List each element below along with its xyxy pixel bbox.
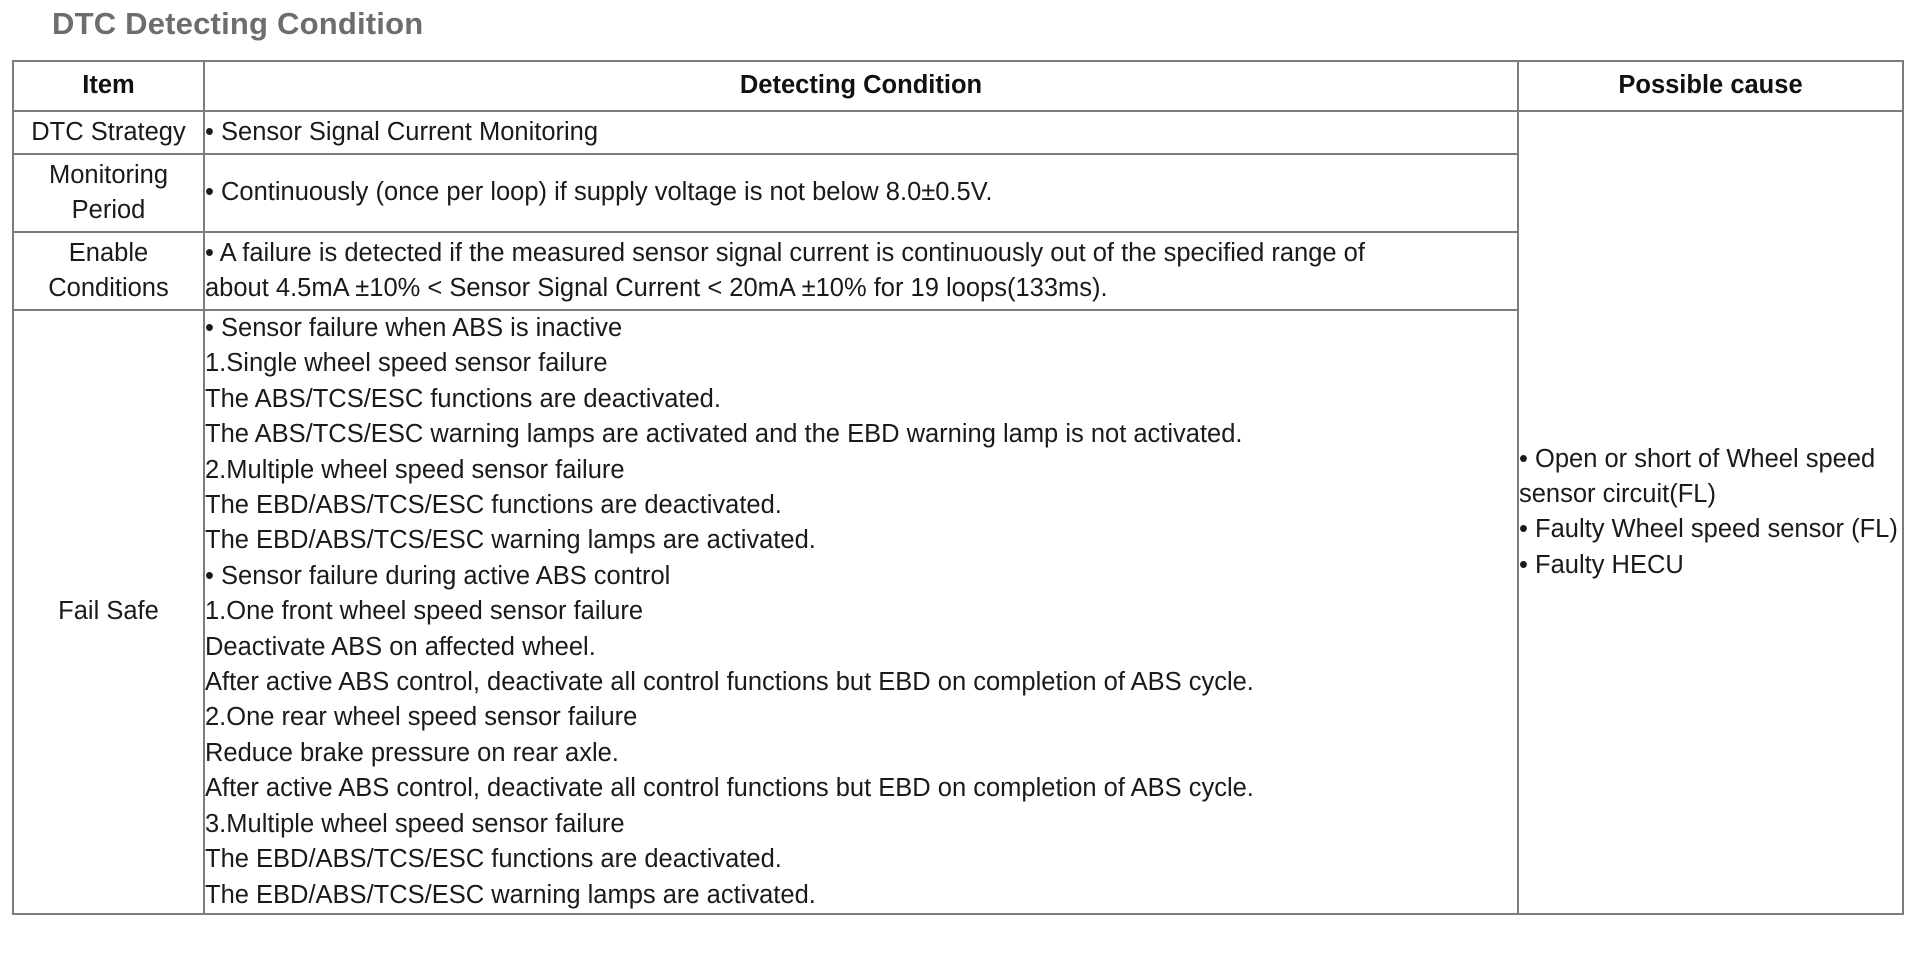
item-cell: Monitoring Period [13, 154, 204, 232]
condition-line: The EBD/ABS/TCS/ESC warning lamps are activated. [205, 526, 816, 555]
condition-line: • Sensor failure when ABS is inactive [205, 314, 623, 342]
condition-line: 2.One rear wheel speed sensor failure [205, 703, 638, 732]
condition-line: The ABS/TCS/ESC warning lamps are activated and the EBD warning lamp is not activated. [205, 420, 1243, 449]
condition-line: • Sensor failure during active ABS control [205, 561, 671, 590]
header-detecting-condition: Detecting Condition [204, 61, 1518, 111]
condition-line: • Sensor Signal Current Monitoring [205, 117, 599, 146]
condition-line: 1.Single wheel speed sensor failure [205, 349, 608, 378]
cause-line: • Faulty Wheel speed sensor (FL) [1519, 515, 1898, 544]
condition-cell [204, 154, 1518, 232]
item-cell: DTC Strategy [13, 111, 204, 154]
condition-line: • A failure is detected if the measured sensor signal current is continuously out of the specified range of [205, 238, 1365, 267]
condition-line: The EBD/ABS/TCS/ESC warning lamps are activated. [205, 880, 816, 909]
item-cell: Fail Safe [13, 310, 204, 914]
condition-line: about 4.5mA ±10% < Sensor Signal Current < 20mA ±10% for 19 loops(133ms). [205, 274, 1108, 302]
condition-line: The EBD/ABS/TCS/ESC functions are deactivated. [205, 491, 782, 520]
condition-line: 3.Multiple wheel speed sensor failure [205, 809, 625, 838]
possible-cause-cell [1518, 111, 1903, 914]
condition-line: After active ABS control, deactivate all control functions but EBD on completion of ABS cycle. [205, 774, 1254, 803]
cause-line: • Faulty HECU [1519, 550, 1684, 579]
condition-line: After active ABS control, deactivate all control functions but EBD on completion of ABS cycle. [205, 668, 1254, 697]
condition-line: 2.Multiple wheel speed sensor failure [205, 455, 625, 484]
dtc-table [12, 60, 1904, 915]
condition-cell [204, 232, 1518, 310]
condition-line: • Continuously (once per loop) if supply voltage is not below 8.0±0.5V. [205, 178, 993, 207]
table-header-row [13, 61, 1903, 111]
header-possible-cause: Possible cause [1518, 61, 1903, 111]
condition-cell [204, 310, 1518, 914]
condition-line: 1.One front wheel speed sensor failure [205, 597, 644, 626]
condition-cell [204, 111, 1518, 154]
condition-line: The EBD/ABS/TCS/ESC functions are deactivated. [205, 845, 782, 874]
condition-line: Reduce brake pressure on rear axle. [205, 738, 619, 767]
item-cell: Enable Conditions [13, 232, 204, 310]
header-item: Item [13, 61, 204, 111]
page-title: DTC Detecting Condition [52, 6, 424, 41]
table-row [13, 111, 1903, 154]
cause-line: • Open or short of Wheel speed sensor circuit(FL) [1519, 444, 1876, 509]
condition-line: Deactivate ABS on affected wheel. [205, 632, 596, 661]
condition-line: The ABS/TCS/ESC functions are deactivated. [205, 384, 721, 413]
